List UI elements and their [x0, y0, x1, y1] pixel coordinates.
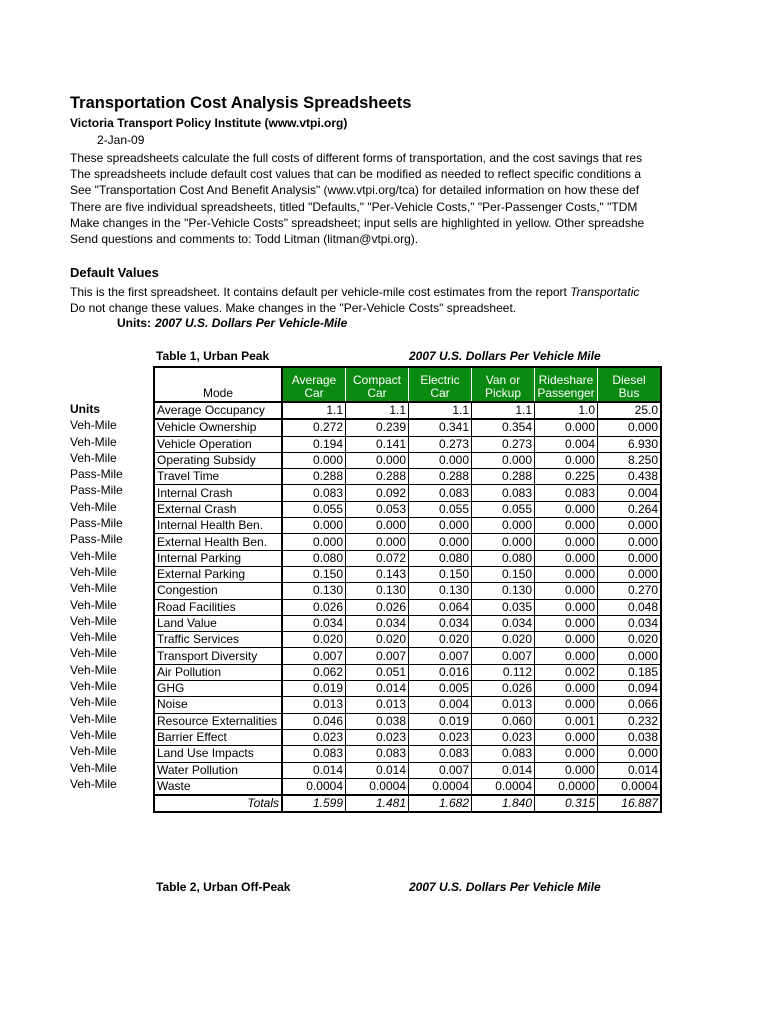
value-cell: 0.013 [346, 697, 409, 713]
row-unit: Pass-Mile [70, 483, 123, 498]
value-cell: 0.315 [535, 795, 598, 812]
column-header [598, 367, 662, 402]
value-cell: 0.130 [346, 583, 409, 599]
column-header-line2: Car [430, 386, 450, 400]
value-cell: 0.0004 [598, 778, 662, 795]
value-cell: 0.341 [409, 419, 472, 436]
value-cell: 0.005 [409, 681, 472, 697]
row-unit: Pass-Mile [70, 516, 123, 531]
value-cell: 0.0004 [472, 778, 535, 795]
page-title: Transportation Cost Analysis Spreadsheets [70, 94, 412, 112]
table2-units-caption [409, 880, 601, 894]
value-cell: 0.000 [598, 648, 662, 664]
column-header-line1: Rideshare [538, 373, 594, 387]
organization: Victoria Transport Policy Institute (www.vtpi.org) [70, 116, 348, 130]
value-cell: 0.055 [409, 501, 472, 517]
value-cell: 0.066 [598, 697, 662, 713]
table-row [154, 501, 661, 517]
value-cell: 0.000 [346, 534, 409, 550]
value-cell: 0.007 [409, 762, 472, 778]
row-label: GHG [154, 681, 282, 697]
table-row [154, 599, 661, 615]
value-cell: 0.038 [598, 729, 662, 745]
value-cell: 0.055 [282, 501, 346, 517]
value-cell: 0.270 [598, 583, 662, 599]
value-cell: 0.020 [346, 632, 409, 648]
value-cell: 0.023 [409, 729, 472, 745]
table-row [154, 632, 661, 648]
row-label: Vehicle Ownership [154, 419, 282, 436]
row-label: Internal Crash [154, 485, 282, 501]
column-header [535, 367, 598, 402]
value-cell: 0.080 [409, 550, 472, 566]
value-cell: 0.000 [535, 419, 598, 436]
units-column [70, 401, 150, 792]
value-cell: 0.288 [346, 469, 409, 485]
defaults-description [70, 284, 668, 316]
value-cell: 0.000 [472, 534, 535, 550]
value-cell: 0.083 [282, 746, 346, 762]
defaults-line-1-italic: Transportatic [570, 285, 640, 299]
value-cell: 0.150 [409, 566, 472, 582]
value-cell: 0.288 [409, 469, 472, 485]
value-cell: 0.185 [598, 664, 662, 680]
row-unit: Veh-Mile [70, 613, 117, 628]
table1-units-caption [409, 349, 601, 363]
row-label: Traffic Services [154, 632, 282, 648]
row-label: Barrier Effect [154, 729, 282, 745]
table2-units-caption-text: 2007 U.S. Dollars Per Vehicle Mile [409, 880, 601, 894]
column-header-line2: Passenger [537, 386, 595, 400]
value-cell: 0.000 [535, 518, 598, 534]
value-cell: 0.264 [598, 501, 662, 517]
value-cell: 0.000 [535, 452, 598, 468]
column-header [346, 367, 409, 402]
value-cell: 0.000 [535, 762, 598, 778]
column-header-line1: Average [291, 373, 337, 387]
value-cell: 0.000 [346, 518, 409, 534]
value-cell: 0.000 [535, 583, 598, 599]
table1-urban-peak [153, 366, 662, 813]
defaults-line-1 [70, 284, 668, 300]
value-cell: 0.034 [472, 615, 535, 631]
value-cell: 0.000 [535, 599, 598, 615]
value-cell: 0.019 [282, 681, 346, 697]
value-cell: 0.019 [409, 713, 472, 729]
intro-paragraph [70, 150, 668, 247]
column-header [282, 367, 346, 402]
value-cell: 0.007 [346, 648, 409, 664]
row-unit: Veh-Mile [70, 711, 117, 726]
value-cell: 0.000 [282, 534, 346, 550]
value-cell: 0.000 [535, 501, 598, 517]
table-row [154, 615, 661, 631]
row-unit: Veh-Mile [70, 776, 117, 791]
row-unit: Veh-Mile [70, 744, 117, 759]
row-label: Land Use Impacts [154, 746, 282, 762]
table2-caption: Table 2, Urban Off-Peak [156, 880, 291, 894]
table-row [154, 534, 661, 550]
row-label: Air Pollution [154, 664, 282, 680]
value-cell: 0.083 [472, 746, 535, 762]
units-value: 2007 U.S. Dollars Per Vehicle-Mile [155, 316, 348, 330]
value-cell: 0.000 [598, 550, 662, 566]
value-cell: 1.0 [535, 402, 598, 419]
column-header-line1: Van or [485, 373, 521, 387]
row-unit: Veh-Mile [70, 581, 117, 596]
row-label: Waste [154, 778, 282, 795]
column-header-line1: Diesel [612, 373, 646, 387]
section-heading-defaults: Default Values [70, 265, 159, 280]
value-cell: 0.000 [535, 697, 598, 713]
value-cell: 0.150 [282, 566, 346, 582]
value-cell: 0.000 [535, 615, 598, 631]
value-cell: 0.239 [346, 419, 409, 436]
value-cell: 0.020 [282, 632, 346, 648]
value-cell: 0.0004 [282, 778, 346, 795]
value-cell: 0.034 [409, 615, 472, 631]
value-cell: 0.004 [598, 485, 662, 501]
value-cell: 0.034 [598, 615, 662, 631]
table1-header-row [154, 367, 661, 402]
row-label: Transport Diversity [154, 648, 282, 664]
value-cell: 0.354 [472, 419, 535, 436]
value-cell: 0.001 [535, 713, 598, 729]
row-unit: Veh-Mile [70, 499, 117, 514]
value-cell: 0.026 [282, 599, 346, 615]
value-cell: 0.0000 [535, 778, 598, 795]
value-cell: 1.1 [409, 402, 472, 419]
value-cell: 0.000 [535, 729, 598, 745]
row-label: Operating Subsidy [154, 452, 282, 468]
value-cell: 0.130 [282, 583, 346, 599]
value-cell: 0.020 [472, 632, 535, 648]
value-cell: 0.094 [598, 681, 662, 697]
row-unit: Veh-Mile [70, 679, 117, 694]
totals-row [154, 795, 661, 812]
value-cell: 6.930 [598, 436, 662, 452]
table-row [154, 681, 661, 697]
value-cell: 0.000 [535, 681, 598, 697]
value-cell: 0.007 [409, 648, 472, 664]
table-row [154, 583, 661, 599]
value-cell: 1.481 [346, 795, 409, 812]
value-cell: 0.014 [346, 681, 409, 697]
value-cell: 0.004 [409, 697, 472, 713]
value-cell: 0.194 [282, 436, 346, 452]
row-label: Internal Parking [154, 550, 282, 566]
value-cell: 0.002 [535, 664, 598, 680]
table-row [154, 436, 661, 452]
value-cell: 0.004 [535, 436, 598, 452]
value-cell: 0.007 [282, 648, 346, 664]
table-row [154, 419, 661, 436]
table-row [154, 713, 661, 729]
value-cell: 0.225 [535, 469, 598, 485]
value-cell: 0.000 [409, 452, 472, 468]
value-cell: 0.055 [472, 501, 535, 517]
value-cell: 1.682 [409, 795, 472, 812]
table1-caption: Table 1, Urban Peak [156, 349, 270, 363]
row-label: Congestion [154, 583, 282, 599]
mode-header: Mode [154, 367, 282, 402]
value-cell: 0.083 [282, 485, 346, 501]
row-unit: Veh-Mile [70, 695, 117, 710]
value-cell: 0.048 [598, 599, 662, 615]
document-date: 2-Jan-09 [97, 133, 145, 147]
row-unit: Veh-Mile [70, 434, 117, 449]
value-cell: 0.014 [472, 762, 535, 778]
value-cell: 0.000 [535, 566, 598, 582]
value-cell: 0.130 [472, 583, 535, 599]
value-cell: 0.000 [598, 566, 662, 582]
table-row [154, 452, 661, 468]
value-cell: 0.000 [598, 534, 662, 550]
table-row [154, 697, 661, 713]
value-cell: 0.083 [472, 485, 535, 501]
value-cell: 0.143 [346, 566, 409, 582]
intro-line: These spreadsheets calculate the full costs of different forms of transportation, and the cost savings that res [70, 151, 643, 165]
table-row [154, 469, 661, 485]
value-cell: 0.034 [346, 615, 409, 631]
value-cell: 1.1 [472, 402, 535, 419]
value-cell: 0.062 [282, 664, 346, 680]
row-label: External Parking [154, 566, 282, 582]
row-label: Internal Health Ben. [154, 518, 282, 534]
value-cell: 1.599 [282, 795, 346, 812]
row-unit: Veh-Mile [70, 646, 117, 661]
value-cell: 0.026 [346, 599, 409, 615]
value-cell: 0.038 [346, 713, 409, 729]
value-cell: 0.080 [472, 550, 535, 566]
value-cell: 0.000 [598, 746, 662, 762]
value-cell: 0.023 [346, 729, 409, 745]
value-cell: 0.083 [346, 746, 409, 762]
value-cell: 0.013 [282, 697, 346, 713]
intro-line: There are five individual spreadsheets, titled "Defaults," "Per-Vehicle Costs," "Per-Passenger Costs," "TDM [70, 199, 638, 214]
value-cell: 0.051 [346, 664, 409, 680]
column-header-line1: Electric [420, 373, 460, 387]
value-cell: 0.023 [282, 729, 346, 745]
value-cell: 0.000 [472, 452, 535, 468]
row-label: Travel Time [154, 469, 282, 485]
value-cell: 0.020 [598, 632, 662, 648]
column-header [472, 367, 535, 402]
row-label: Water Pollution [154, 762, 282, 778]
intro-line: See "Transportation Cost And Benefit Analysis" (www.vtpi.org/tca) for detailed information on how these def [70, 183, 640, 198]
row-label: Vehicle Operation [154, 436, 282, 452]
value-cell: 0.053 [346, 501, 409, 517]
value-cell: 0.112 [472, 664, 535, 680]
value-cell: 0.007 [472, 648, 535, 664]
value-cell: 25.0 [598, 402, 662, 419]
row-unit: Pass-Mile [70, 532, 123, 547]
value-cell: 0.000 [535, 550, 598, 566]
value-cell: 0.083 [409, 485, 472, 501]
table-row [154, 778, 661, 795]
table-row [154, 729, 661, 745]
value-cell: 0.014 [346, 762, 409, 778]
value-cell: 0.092 [346, 485, 409, 501]
row-unit: Veh-Mile [70, 727, 117, 742]
units-line [117, 316, 347, 330]
value-cell: 0.000 [535, 648, 598, 664]
value-cell: 0.000 [535, 534, 598, 550]
units-column-header: Units [70, 402, 100, 416]
value-cell: 0.083 [535, 485, 598, 501]
value-cell: 0.072 [346, 550, 409, 566]
value-cell: 0.273 [472, 436, 535, 452]
value-cell: 0.080 [282, 550, 346, 566]
value-cell: 0.000 [535, 632, 598, 648]
value-cell: 0.083 [409, 746, 472, 762]
defaults-line-1-text: This is the first spreadsheet. It contains default per vehicle-mile cost estimates from the report [70, 285, 571, 299]
value-cell: 0.034 [282, 615, 346, 631]
value-cell: 0.014 [598, 762, 662, 778]
column-header [409, 367, 472, 402]
column-header-line2: Bus [618, 386, 640, 400]
row-unit: Veh-Mile [70, 630, 117, 645]
table-row [154, 664, 661, 680]
value-cell: 0.288 [282, 469, 346, 485]
row-unit: Veh-Mile [70, 760, 117, 775]
value-cell: 0.150 [472, 566, 535, 582]
value-cell: 0.064 [409, 599, 472, 615]
value-cell: 0.232 [598, 713, 662, 729]
row-unit: Veh-Mile [70, 548, 117, 563]
value-cell: 0.035 [472, 599, 535, 615]
occupancy-row [154, 402, 661, 419]
value-cell: 0.130 [409, 583, 472, 599]
row-unit: Pass-Mile [70, 467, 123, 482]
value-cell: 0.014 [282, 762, 346, 778]
table-row [154, 746, 661, 762]
row-unit: Veh-Mile [70, 597, 117, 612]
row-unit: Veh-Mile [70, 418, 117, 433]
value-cell: 0.060 [472, 713, 535, 729]
row-label: External Crash [154, 501, 282, 517]
value-cell: 1.840 [472, 795, 535, 812]
table-row [154, 566, 661, 582]
value-cell: 0.000 [346, 452, 409, 468]
intro-line: The spreadsheets include default cost values that can be modified as needed to reflect specific conditions a [70, 167, 642, 182]
value-cell: 0.023 [472, 729, 535, 745]
value-cell: 0.026 [472, 681, 535, 697]
value-cell: 0.000 [282, 452, 346, 468]
defaults-line-2: Do not change these values. Make changes in the "Per-Vehicle Costs" spreadsheet. [70, 301, 517, 316]
table-row [154, 485, 661, 501]
intro-line: Send questions and comments to: Todd Litman (litman@vtpi.org). [70, 231, 419, 246]
value-cell: 0.000 [282, 518, 346, 534]
value-cell: 0.020 [409, 632, 472, 648]
row-label: External Health Ben. [154, 534, 282, 550]
value-cell: 0.141 [346, 436, 409, 452]
value-cell: 0.000 [598, 419, 662, 436]
row-unit: Veh-Mile [70, 450, 117, 465]
value-cell: 0.0004 [346, 778, 409, 795]
value-cell: 16.887 [598, 795, 662, 812]
value-cell: 0.288 [472, 469, 535, 485]
value-cell: 0.000 [409, 534, 472, 550]
value-cell: 8.250 [598, 452, 662, 468]
row-label: Noise [154, 697, 282, 713]
row-unit: Veh-Mile [70, 662, 117, 677]
value-cell: 0.438 [598, 469, 662, 485]
value-cell: 0.0004 [409, 778, 472, 795]
column-header-line2: Car [367, 386, 387, 400]
value-cell: 1.1 [282, 402, 346, 419]
value-cell: 0.000 [535, 746, 598, 762]
column-header-line2: Pickup [484, 386, 522, 400]
table-row [154, 648, 661, 664]
row-unit: Veh-Mile [70, 564, 117, 579]
value-cell: 0.016 [409, 664, 472, 680]
row-label: Land Value [154, 615, 282, 631]
row-label: Road Facilities [154, 599, 282, 615]
table-row [154, 518, 661, 534]
table-row [154, 550, 661, 566]
value-cell: 1.1 [346, 402, 409, 419]
value-cell: 0.272 [282, 419, 346, 436]
table-row [154, 762, 661, 778]
row-label: Totals [154, 795, 282, 812]
value-cell: 0.273 [409, 436, 472, 452]
row-label: Average Occupancy [154, 402, 282, 419]
row-label: Resource Externalities [154, 713, 282, 729]
value-cell: 0.000 [598, 518, 662, 534]
column-header-line2: Car [304, 386, 324, 400]
value-cell: 0.013 [472, 697, 535, 713]
intro-line: Make changes in the "Per-Vehicle Costs" spreadsheet; input sells are highlighted in yellow. Other spreadshe [70, 215, 645, 230]
value-cell: 0.000 [409, 518, 472, 534]
value-cell: 0.000 [472, 518, 535, 534]
units-label: Units: [117, 316, 151, 330]
column-header-line1: Compact [352, 373, 402, 387]
value-cell: 0.046 [282, 713, 346, 729]
table1-units-caption-text: 2007 U.S. Dollars Per Vehicle Mile [409, 349, 601, 363]
